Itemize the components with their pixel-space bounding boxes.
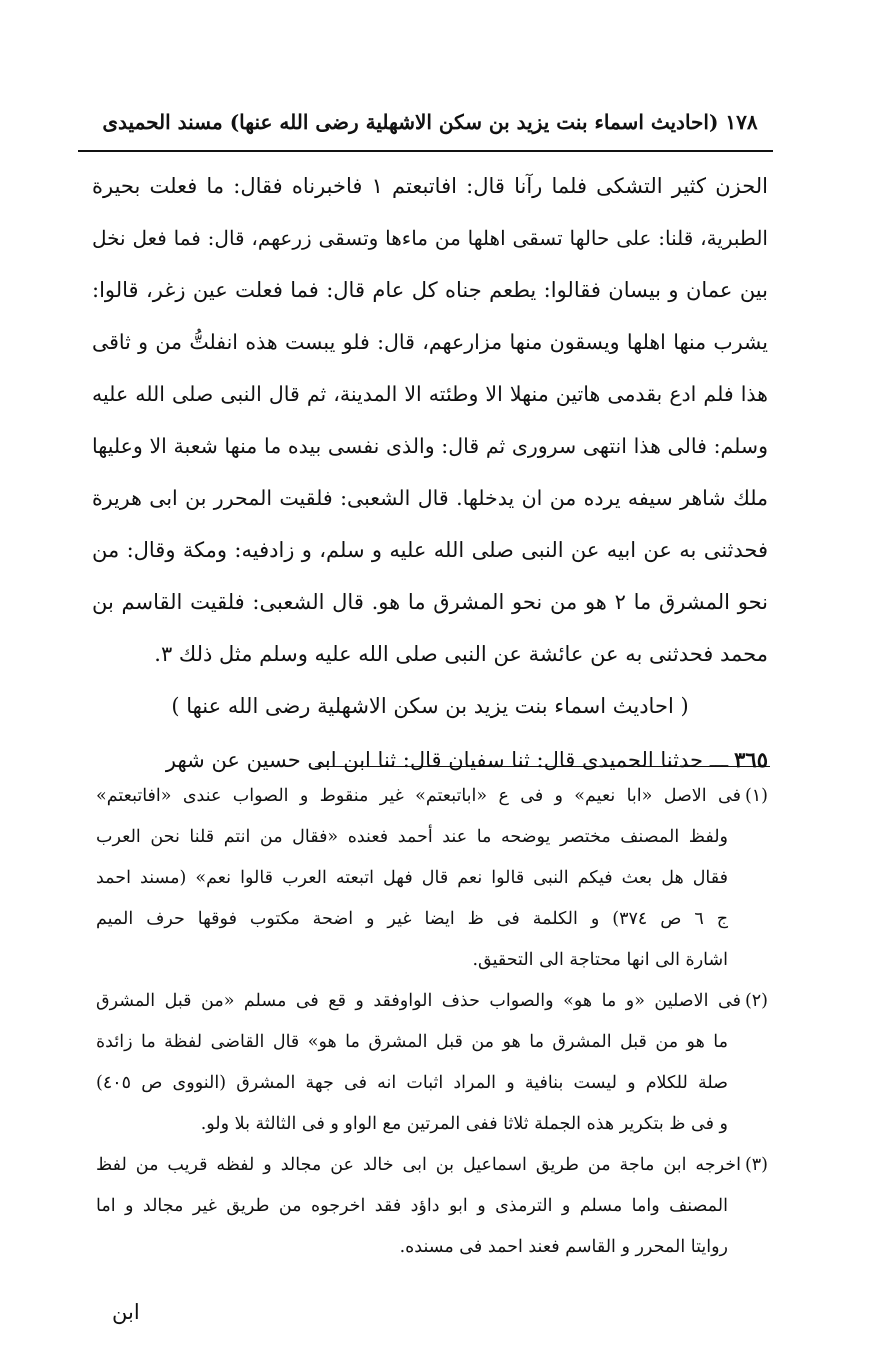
footnote-1 <box>96 776 768 981</box>
footnote-number: (١) <box>744 786 768 806</box>
footnote-line: اشارة الى انها محتاجة الى التحقيق. <box>472 950 728 970</box>
footnote-line: و فى ظ بتكرير هذه الجملة ثلاثا ففى المرتين مع الواو و فى الثالثة بلا ولو. <box>200 1114 728 1134</box>
hadith-dash: ـــ <box>709 748 729 772</box>
footnotes <box>96 776 768 1268</box>
footnote-line: ولفظ المصنف مختصر يوضحه ما عند أحمد فعنده «فقال من انتم قلنا نحن العرب <box>96 827 728 847</box>
chapter-title: ( احاديث اسماء بنت يزيد بن سكن الاشهلية رضى الله عنها ) <box>171 694 689 718</box>
footnote-2 <box>96 981 768 1145</box>
hadith-text: حدثنا الحميدى قال: ثنا سفيان قال: ثنا ابن ابى حسين عن شهر <box>165 748 703 772</box>
text-line: وسلم: فالى هذا انتهى سرورى ثم قال: والذى نفسى بيده ما منها شعبة الا وعليها <box>92 434 768 458</box>
text-line: نحو المشرق ما ٢ هو من نحو المشرق ما هو. قال الشعبى: فلقيت القاسم بن <box>92 590 768 614</box>
catchword: ابن <box>112 1300 140 1324</box>
page-number: ١٧٨ <box>725 110 758 134</box>
page-header <box>95 100 765 144</box>
hadith-number: ٣٦٥ <box>734 747 768 772</box>
header-rule <box>78 150 773 152</box>
footnote-line: (٣)اخرجه ابن ماجة من طريق اسماعيل بن ابى خالد عن مجالد و لفظه قريب من لفظ <box>96 1155 768 1175</box>
footnote-line: (١)فى الاصل «ابا نعيم» و فى ع «اباتبعتم» غير منقوط و الصواب عندى «افاتبعتم» <box>96 786 768 806</box>
footnote-number: (٣) <box>744 1155 768 1175</box>
text-line: بين عمان و بيسان فقالوا: يطعم جناه كل عام قال: فما فعلت عين زغر، قالوا: <box>92 278 768 302</box>
footnote-line: ما هو من قبل المشرق ما هو من قبل المشرق ما هو» قال القاضى لفظة ما زائدة <box>96 1032 728 1052</box>
text-line: الحزن كثير التشكى فلما رآنا قال: افاتبعتم ١ فاخبرناه فقال: ما فعلت بحيرة <box>92 174 768 198</box>
footnote-line: صلة للكلام و ليست بنافية و المراد اثبات انه فى جهة المشرق (النووى ص ٤٠٥) <box>96 1073 728 1093</box>
footnote-3 <box>96 1145 768 1268</box>
footnote-line: (٢)فى الاصلين «و ما هو» والصواب حذف الواوفقد و قع فى مسلم «من قبل المشرق <box>96 991 768 1011</box>
footnote-line: المصنف واما مسلم و الترمذى و ابو داؤد فقد اخرجوه من طريق غير مجالد و اما <box>96 1196 728 1216</box>
footnote-number: (٢) <box>744 991 768 1011</box>
main-text <box>92 160 768 788</box>
text-line: هذا فلم ادع بقدمى هاتين منهلا الا وطئته الا المدينة، ثم قال النبى صلى الله عليه <box>92 382 768 406</box>
text-line: يشرب منها اهلها ويسقون منها مزارعهم، قال: فلو يبست هذه انفلتُّ من و ثاقى <box>92 330 768 354</box>
text-line: ملك شاهر سيفه يرده من ان يدخلها. قال الشعبى: فلقيت المحرر بن ابى هريرة <box>92 486 768 510</box>
running-title: (احاديث اسماء بنت يزيد بن سكن الاشهلية رضى الله عنها) مسند الحميدى <box>102 110 719 134</box>
text-line: فحدثنى به عن ابيه عن النبى صلى الله عليه و سلم، و زادفيه: ومكة وقال: من <box>92 538 768 562</box>
footnote-line: روايتا المحرر و القاسم فعند احمد فى مسنده. <box>399 1237 728 1257</box>
text-line: الطبرية، قلنا: على حالها تسقى اهلها من ماءها وتسقى زرعهم، قال: فما فعل نخل <box>92 226 768 250</box>
footnote-line: فقال هل بعث فيكم النبى قالوا نعم قال فهل اتبعته العرب قالوا نعم» (مسند احمد <box>96 868 728 888</box>
text-line: محمد فحدثنى به عن عائشة عن النبى صلى الله عليه وسلم مثل ذلك ٣. <box>154 642 768 666</box>
footnote-rule <box>315 766 770 767</box>
footnote-line: ج ٦ ص ٣٧٤) و الكلمة فى ظ ايضا غير و اضحة مكتوب فوقها حرف الميم <box>96 909 729 929</box>
